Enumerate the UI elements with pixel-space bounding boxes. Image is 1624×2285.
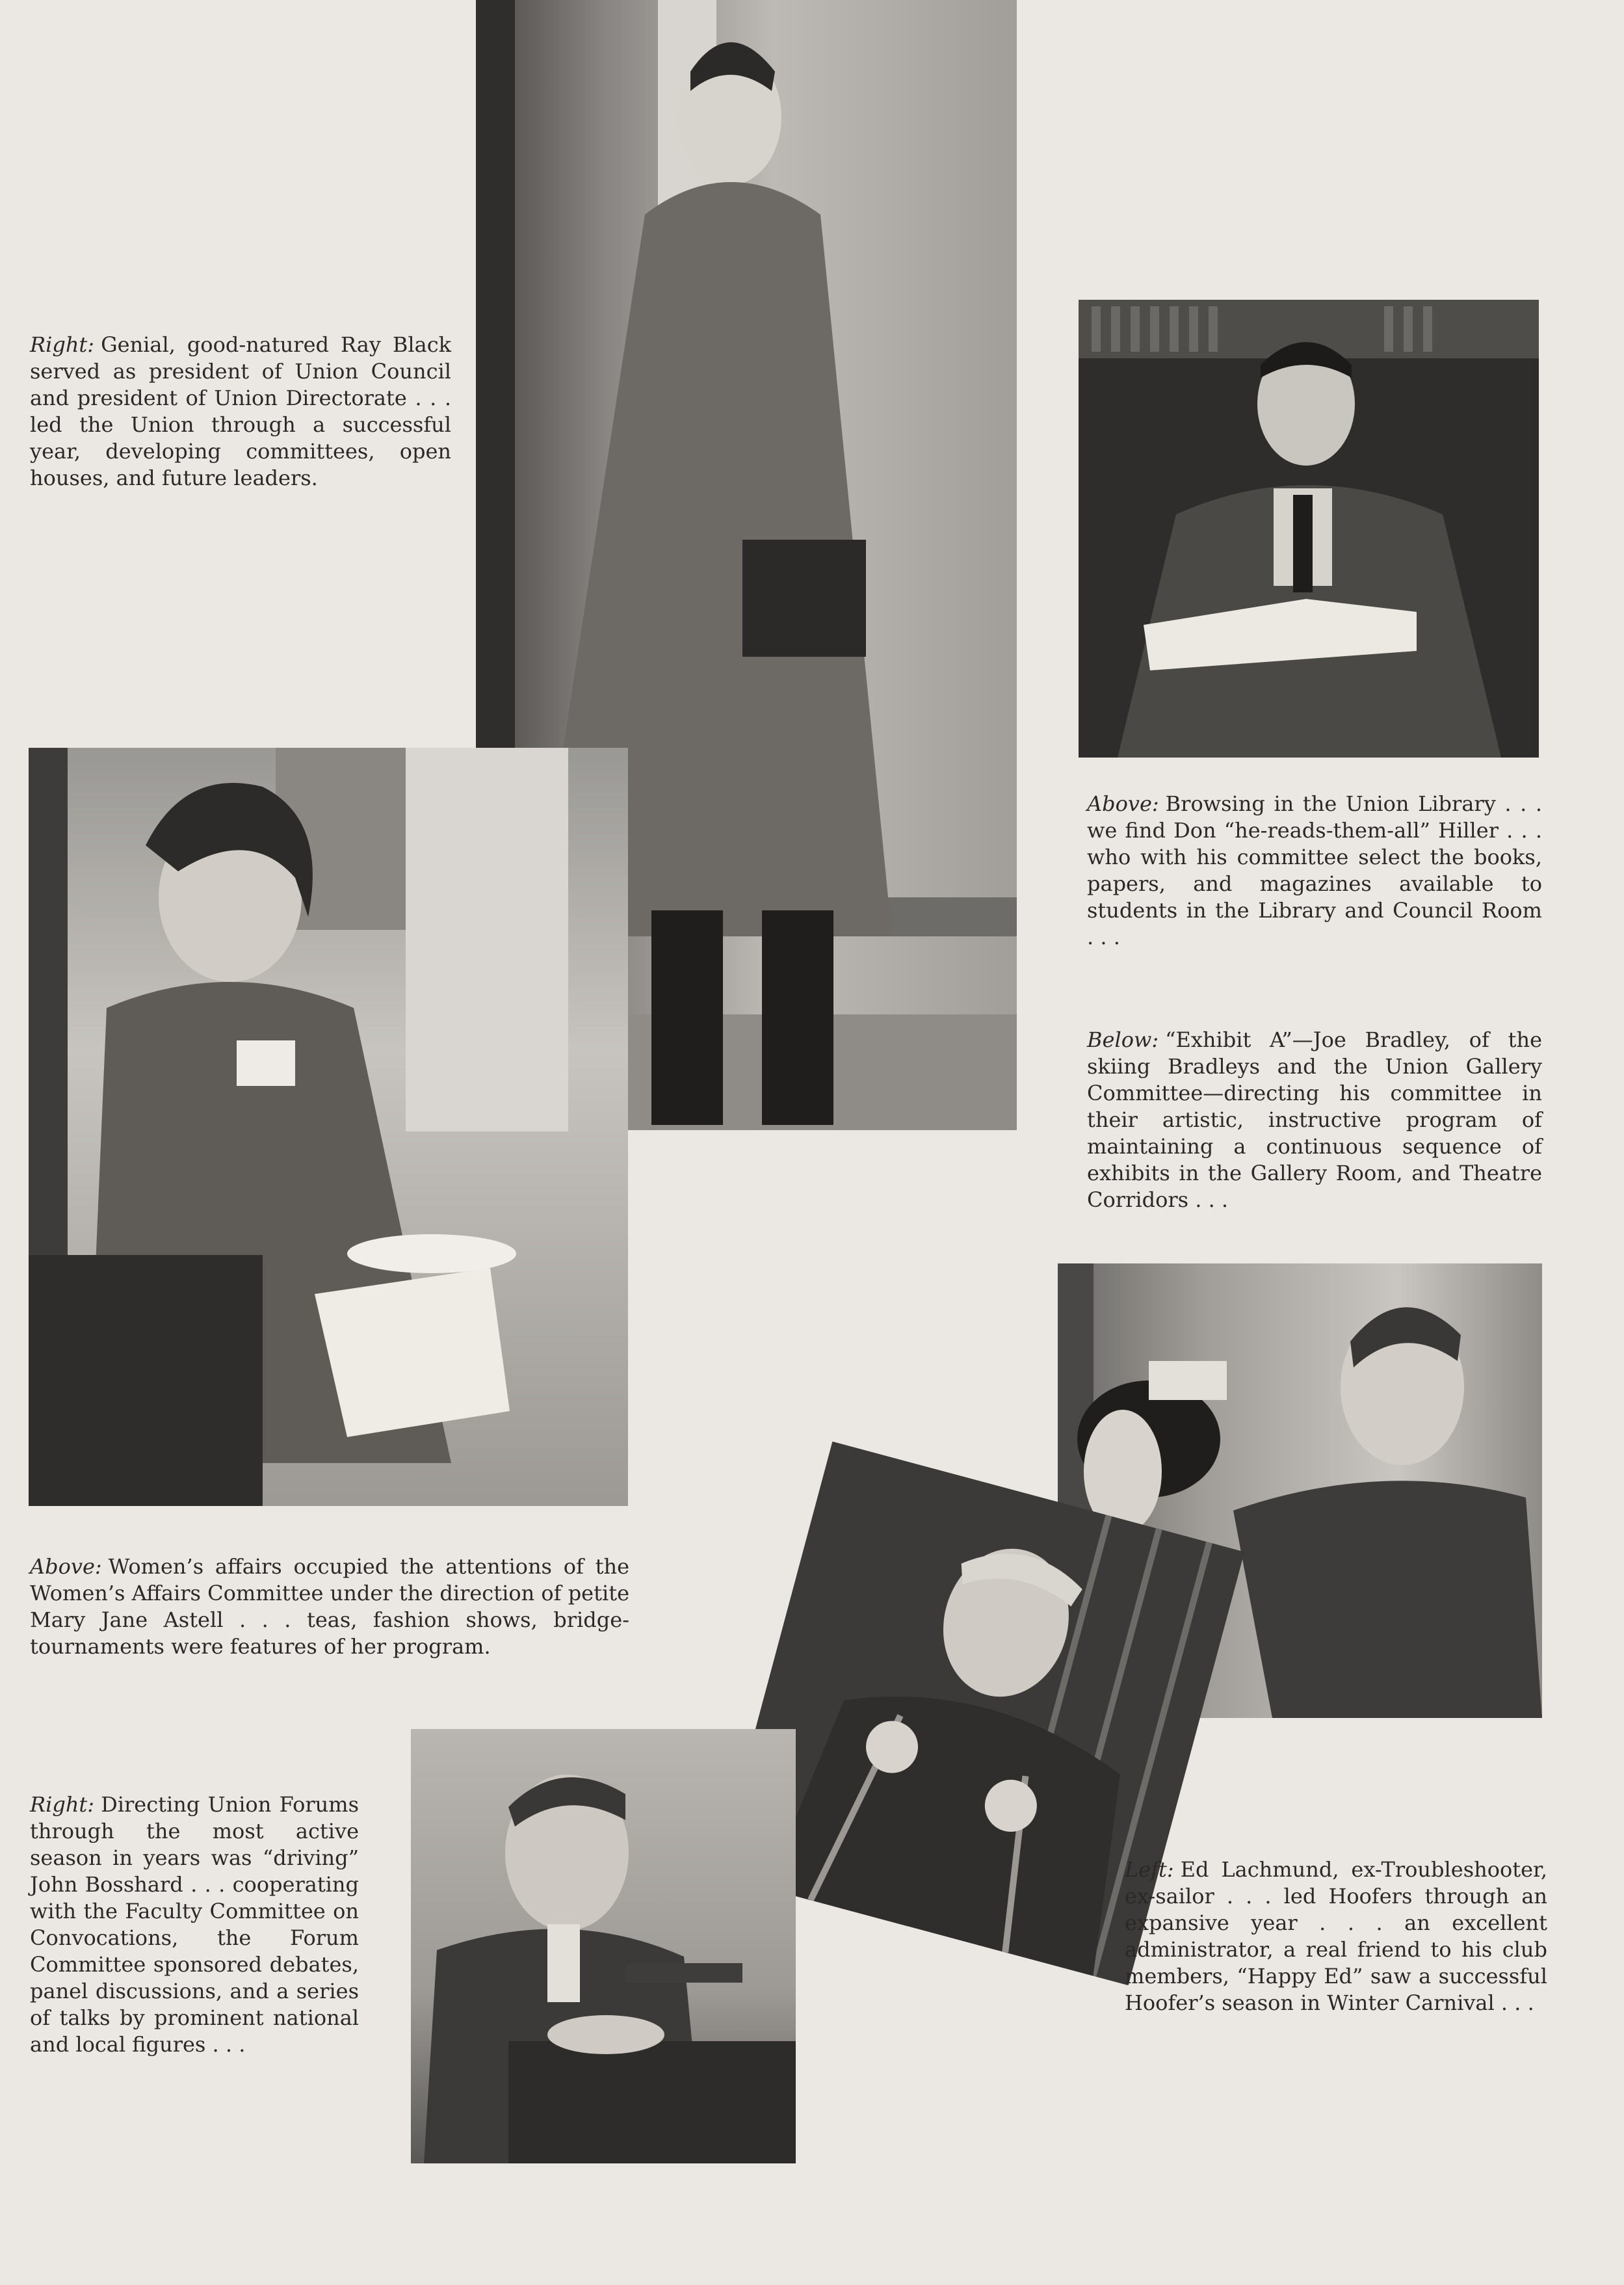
caption-lead: Below: bbox=[1087, 1027, 1159, 1052]
photo-john-bosshard bbox=[411, 1729, 796, 2163]
caption-mary-jane-astell bbox=[30, 1553, 629, 1660]
caption-text: Browsing in the Union Library . . . we find Don “he-reads-them-all” Hiller . . . who with his committee select the books, papers, and magazines available to students in the Library and Council Room . . . bbox=[1087, 791, 1542, 949]
caption-text: Women’s affairs occupied the attentions of the Women’s Affairs Committee under the direction of petite Mary Jane Astell . . . teas, fashion shows, bridge-tournaments were features of her program. bbox=[30, 1554, 629, 1659]
caption-john-bosshard bbox=[30, 1791, 359, 2058]
caption-text: “Exhibit A”—Joe Bradley, of the skiing Bradleys and the Union Gallery Committee—directing his committee in their artistic, instructive program of maintaining a continuous sequence of exhibits in the Gallery Room, and Theatre Corridors . . . bbox=[1087, 1027, 1542, 1212]
caption-lead: Right: bbox=[30, 1792, 95, 1817]
caption-text: Directing Union Forums through the most active season in years was “driving” John Bosshard . . . cooperating with the Faculty Committee on Convocations, the Forum Committee sponsored debates, panel discussions, and a series of talks by prominent national and local figures . . . bbox=[30, 1792, 359, 2057]
caption-lead: Above: bbox=[30, 1554, 102, 1579]
caption-text: Ed Lachmund, ex-Troubleshooter, ex-sailor . . . led Hoofers through an expansive year . . . an excellent administrator, a real friend to his club members, “Happy Ed” saw a successful Hoofer’s season in Winter Carnival . . . bbox=[1125, 1857, 1547, 2015]
photo-don-hiller bbox=[1079, 300, 1539, 758]
caption-lead: Right: bbox=[30, 332, 95, 357]
caption-text: Genial, good-natured Ray Black served as president of Union Council and president of Union Directorate . . . led the Union through a successful year, developing committees, open houses, and future leaders. bbox=[30, 332, 451, 490]
caption-lead: Above: bbox=[1087, 791, 1159, 816]
caption-ray-black bbox=[30, 332, 451, 492]
caption-ed-lachmund bbox=[1125, 1856, 1547, 2016]
photo-mary-jane-astell bbox=[29, 748, 628, 1506]
caption-don-hiller bbox=[1087, 791, 1542, 951]
caption-lead: Left: bbox=[1125, 1857, 1174, 1882]
caption-joe-bradley bbox=[1087, 1027, 1542, 1213]
